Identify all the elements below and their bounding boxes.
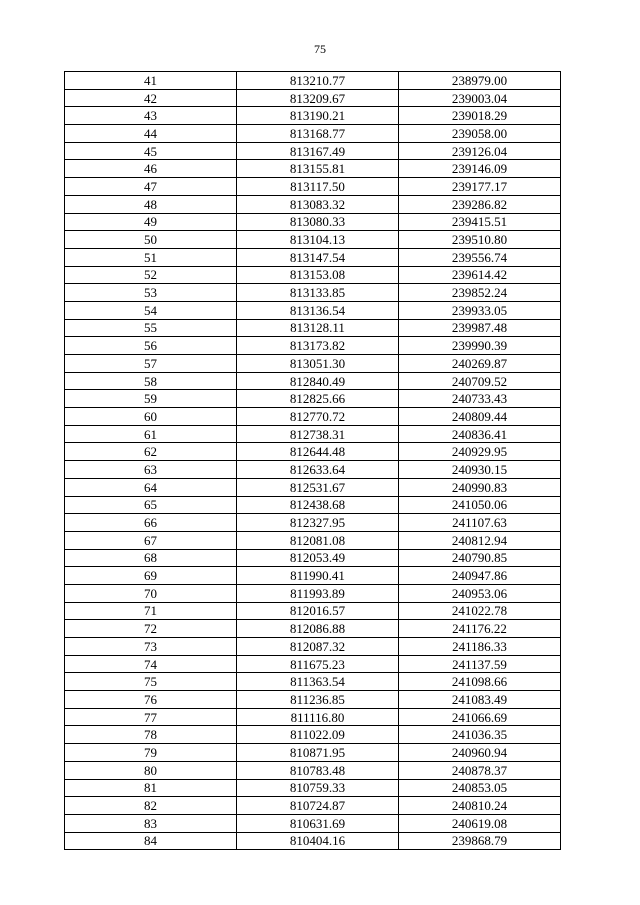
y-coordinate-cell: 241022.78 [399,602,561,620]
x-coordinate-cell: 811116.80 [237,708,399,726]
table-row [65,372,561,390]
y-coordinate-cell: 240790.85 [399,549,561,567]
x-coordinate-cell: 812053.49 [237,549,399,567]
point-number-cell: 76 [65,691,237,709]
table-row [65,231,561,249]
y-coordinate-cell: 239987.48 [399,319,561,337]
x-coordinate-cell: 813147.54 [237,248,399,266]
y-coordinate-cell: 239868.79 [399,832,561,850]
y-coordinate-cell: 239177.17 [399,178,561,196]
point-number-cell: 66 [65,514,237,532]
x-coordinate-cell: 813168.77 [237,125,399,143]
point-number-cell: 49 [65,213,237,231]
table-row [65,832,561,850]
x-coordinate-cell: 812438.68 [237,496,399,514]
x-coordinate-cell: 812840.49 [237,372,399,390]
x-coordinate-cell: 813080.33 [237,213,399,231]
x-coordinate-cell: 811675.23 [237,655,399,673]
point-number-cell: 52 [65,266,237,284]
y-coordinate-cell: 239510.80 [399,231,561,249]
point-number-cell: 64 [65,478,237,496]
x-coordinate-cell: 813104.13 [237,231,399,249]
table-row [65,125,561,143]
point-number-cell: 46 [65,160,237,178]
table-row [65,213,561,231]
table-row [65,319,561,337]
x-coordinate-cell: 810631.69 [237,814,399,832]
table-row [65,814,561,832]
x-coordinate-cell: 810724.87 [237,797,399,815]
y-coordinate-cell: 240960.94 [399,744,561,762]
table-row [65,89,561,107]
x-coordinate-cell: 812087.32 [237,638,399,656]
y-coordinate-cell: 240836.41 [399,425,561,443]
y-coordinate-cell: 241107.63 [399,514,561,532]
x-coordinate-cell: 813155.81 [237,160,399,178]
y-coordinate-cell: 240812.94 [399,531,561,549]
table-row [65,761,561,779]
table-row [65,478,561,496]
x-coordinate-cell: 812633.64 [237,461,399,479]
y-coordinate-cell: 241083.49 [399,691,561,709]
table-row [65,390,561,408]
point-number-cell: 73 [65,638,237,656]
point-number-cell: 47 [65,178,237,196]
point-number-cell: 61 [65,425,237,443]
point-number-cell: 50 [65,231,237,249]
x-coordinate-cell: 813167.49 [237,142,399,160]
y-coordinate-cell: 239146.09 [399,160,561,178]
y-coordinate-cell: 239058.00 [399,125,561,143]
y-coordinate-cell: 240930.15 [399,461,561,479]
y-coordinate-cell: 239852.24 [399,284,561,302]
point-number-cell: 54 [65,301,237,319]
table-row [65,549,561,567]
table-row [65,72,561,90]
y-coordinate-cell: 240929.95 [399,443,561,461]
point-number-cell: 63 [65,461,237,479]
y-coordinate-cell: 240269.87 [399,355,561,373]
point-number-cell: 71 [65,602,237,620]
y-coordinate-cell: 240733.43 [399,390,561,408]
x-coordinate-cell: 813210.77 [237,72,399,90]
table-row [65,779,561,797]
page-number: 75 [314,42,326,56]
point-number-cell: 45 [65,142,237,160]
point-number-cell: 77 [65,708,237,726]
point-number-cell: 70 [65,584,237,602]
point-number-cell: 62 [65,443,237,461]
table-row [65,655,561,673]
x-coordinate-cell: 811993.89 [237,584,399,602]
point-number-cell: 60 [65,408,237,426]
point-number-cell: 48 [65,195,237,213]
table-row [65,567,561,585]
y-coordinate-cell: 239990.39 [399,337,561,355]
point-number-cell: 41 [65,72,237,90]
y-coordinate-cell: 240619.08 [399,814,561,832]
x-coordinate-cell: 810871.95 [237,744,399,762]
y-coordinate-cell: 239126.04 [399,142,561,160]
y-coordinate-cell: 241176.22 [399,620,561,638]
point-number-cell: 82 [65,797,237,815]
point-number-cell: 69 [65,567,237,585]
y-coordinate-cell: 240810.24 [399,797,561,815]
table-row [65,726,561,744]
x-coordinate-cell: 810759.33 [237,779,399,797]
y-coordinate-cell: 241050.06 [399,496,561,514]
y-coordinate-cell: 240947.86 [399,567,561,585]
y-coordinate-cell: 239933.05 [399,301,561,319]
coordinates-table-body [65,72,561,850]
x-coordinate-cell: 811990.41 [237,567,399,585]
point-number-cell: 74 [65,655,237,673]
table-row [65,496,561,514]
y-coordinate-cell: 239614.42 [399,266,561,284]
table-row [65,266,561,284]
x-coordinate-cell: 812327.95 [237,514,399,532]
table-row [65,602,561,620]
y-coordinate-cell: 239286.82 [399,195,561,213]
y-coordinate-cell: 240990.83 [399,478,561,496]
x-coordinate-cell: 813153.08 [237,266,399,284]
point-number-cell: 65 [65,496,237,514]
coordinates-table [64,71,561,850]
table-row [65,514,561,532]
table-row [65,708,561,726]
y-coordinate-cell: 241137.59 [399,655,561,673]
x-coordinate-cell: 813051.30 [237,355,399,373]
point-number-cell: 57 [65,355,237,373]
x-coordinate-cell: 811022.09 [237,726,399,744]
point-number-cell: 42 [65,89,237,107]
table-row [65,248,561,266]
point-number-cell: 51 [65,248,237,266]
point-number-cell: 72 [65,620,237,638]
y-coordinate-cell: 240853.05 [399,779,561,797]
point-number-cell: 55 [65,319,237,337]
y-coordinate-cell: 240709.52 [399,372,561,390]
table-row [65,301,561,319]
x-coordinate-cell: 813117.50 [237,178,399,196]
y-coordinate-cell: 241036.35 [399,726,561,744]
x-coordinate-cell: 812086.88 [237,620,399,638]
x-coordinate-cell: 813083.32 [237,195,399,213]
y-coordinate-cell: 240953.06 [399,584,561,602]
table-row [65,638,561,656]
y-coordinate-cell: 239415.51 [399,213,561,231]
table-row [65,443,561,461]
point-number-cell: 81 [65,779,237,797]
point-number-cell: 68 [65,549,237,567]
table-row [65,691,561,709]
point-number-cell: 78 [65,726,237,744]
x-coordinate-cell: 812081.08 [237,531,399,549]
table-row [65,284,561,302]
table-row [65,673,561,691]
point-number-cell: 79 [65,744,237,762]
x-coordinate-cell: 811236.85 [237,691,399,709]
table-row [65,531,561,549]
table-row [65,797,561,815]
y-coordinate-cell: 240878.37 [399,761,561,779]
table-row [65,160,561,178]
point-number-cell: 56 [65,337,237,355]
point-number-cell: 67 [65,531,237,549]
x-coordinate-cell: 813173.82 [237,337,399,355]
y-coordinate-cell: 241066.69 [399,708,561,726]
x-coordinate-cell: 812531.67 [237,478,399,496]
point-number-cell: 53 [65,284,237,302]
table-row [65,425,561,443]
x-coordinate-cell: 812644.48 [237,443,399,461]
x-coordinate-cell: 813190.21 [237,107,399,125]
x-coordinate-cell: 810783.48 [237,761,399,779]
x-coordinate-cell: 812016.57 [237,602,399,620]
point-number-cell: 43 [65,107,237,125]
table-row [65,620,561,638]
table-row [65,107,561,125]
table-row [65,337,561,355]
table-row [65,584,561,602]
table-row [65,178,561,196]
y-coordinate-cell: 239003.04 [399,89,561,107]
point-number-cell: 84 [65,832,237,850]
y-coordinate-cell: 238979.00 [399,72,561,90]
point-number-cell: 75 [65,673,237,691]
y-coordinate-cell: 240809.44 [399,408,561,426]
point-number-cell: 44 [65,125,237,143]
point-number-cell: 58 [65,372,237,390]
x-coordinate-cell: 812738.31 [237,425,399,443]
point-number-cell: 59 [65,390,237,408]
table-row [65,195,561,213]
x-coordinate-cell: 810404.16 [237,832,399,850]
x-coordinate-cell: 813133.85 [237,284,399,302]
table-row [65,461,561,479]
x-coordinate-cell: 813209.67 [237,89,399,107]
y-coordinate-cell: 239018.29 [399,107,561,125]
x-coordinate-cell: 811363.54 [237,673,399,691]
table-row [65,355,561,373]
y-coordinate-cell: 241098.66 [399,673,561,691]
x-coordinate-cell: 813128.11 [237,319,399,337]
x-coordinate-cell: 812825.66 [237,390,399,408]
point-number-cell: 83 [65,814,237,832]
point-number-cell: 80 [65,761,237,779]
table-row [65,142,561,160]
y-coordinate-cell: 239556.74 [399,248,561,266]
x-coordinate-cell: 813136.54 [237,301,399,319]
table-row [65,408,561,426]
table-row [65,744,561,762]
x-coordinate-cell: 812770.72 [237,408,399,426]
y-coordinate-cell: 241186.33 [399,638,561,656]
